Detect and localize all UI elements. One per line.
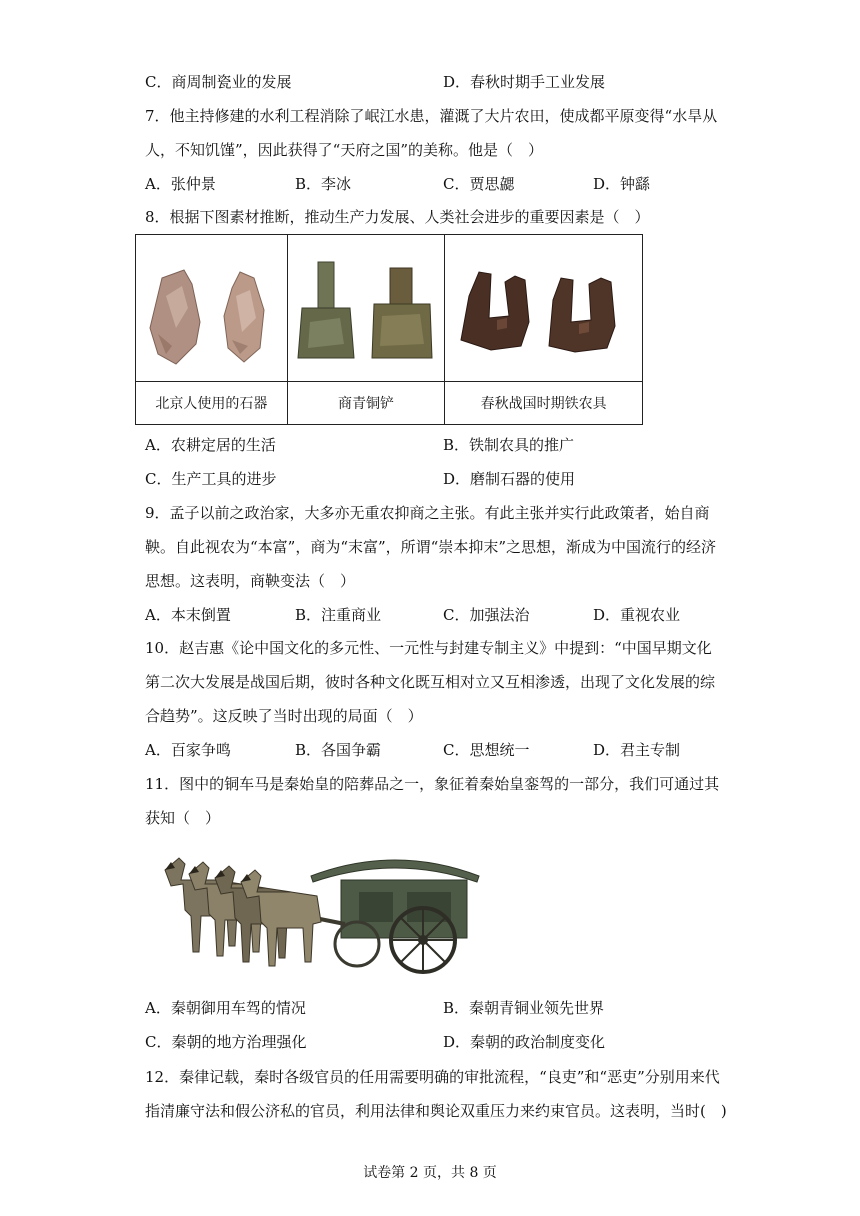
q10-option-a: A．百家争鸣 — [145, 741, 231, 759]
q7-stem-line-1: 7．他主持修建的水利工程消除了岷江水患，灌溉了大片农田，使成都平原变得“水旱从 — [145, 107, 718, 125]
caption-stone-tools: 北京人使用的石器 — [136, 382, 288, 425]
q8-image-table — [135, 234, 643, 425]
q11-stem-line-2: 获知（ ） — [145, 809, 221, 827]
q7-option-b: B．李冰 — [295, 175, 352, 193]
q9-option-a: A．本末倒置 — [145, 606, 231, 624]
q12-stem-line-1: 12．秦律记载，秦时各级官员的任用需要明确的审批流程，“良吏”和“恶吏”分别用来代 — [145, 1068, 720, 1086]
q6-option-c: C．商周制瓷业的发展 — [145, 73, 292, 91]
caption-iron-tools: 春秋战国时期铁农具 — [445, 382, 643, 425]
q6-option-d: D．春秋时期手工业发展 — [443, 73, 606, 91]
q12-stem-line-2: 指清廉守法和假公济私的官员，利用法律和舆论双重压力来约束官员。这表明，当时( ) — [145, 1102, 727, 1120]
q9-option-b: B．注重商业 — [295, 606, 382, 624]
q9-stem-line-2: 鞅。自此视农为“本富”，商为“末富”，所谓“崇本抑末”之思想，渐成为中国流行的经济 — [145, 538, 717, 556]
q8-option-b: B．铁制农具的推广 — [443, 436, 575, 454]
bronze-chariot-image — [145, 840, 485, 980]
q11-option-c: C．秦朝的地方治理强化 — [145, 1033, 307, 1051]
q10-stem-line-2: 第二次大发展是战国后期，彼时各种文化既互相对立又互相渗透，出现了文化发展的综 — [145, 673, 716, 691]
q9-stem-line-1: 9．孟子以前之政治家，大多亦无重农抑商之主张。有此主张并实行此政策者，始自商 — [145, 504, 710, 522]
stone-tools-image — [136, 235, 288, 382]
q7-stem-line-2: 人，不知饥馑”，因此获得了“天府之国”的美称。他是（ ） — [145, 141, 544, 159]
q10-option-c: C．思想统一 — [443, 741, 530, 759]
bronze-spade-image — [287, 235, 445, 382]
q10-option-d: D．君主专制 — [593, 741, 681, 759]
q10-stem-line-1: 10．赵吉惠《论中国文化的多元性、一元性与封建专制主义》中提到：“中国早期文化 — [145, 639, 712, 657]
q9-option-d: D．重视农业 — [593, 606, 681, 624]
q8-option-c: C．生产工具的进步 — [145, 470, 277, 488]
q11-option-b: B．秦朝青铜业领先世界 — [443, 999, 605, 1017]
q9-option-c: C．加强法治 — [443, 606, 530, 624]
page-footer: 试卷第 2 页，共 8 页 — [363, 1165, 497, 1181]
q7-option-c: C．贾思勰 — [443, 175, 515, 193]
q10-option-b: B．各国争霸 — [295, 741, 382, 759]
q9-stem-line-3: 思想。这表明，商鞅变法（ ） — [145, 572, 356, 590]
q11-option-d: D．秦朝的政治制度变化 — [443, 1033, 606, 1051]
iron-farm-tools-image — [445, 235, 643, 382]
q11-stem-line-1: 11．图中的铜车马是秦始皇的陪葬品之一，象征着秦始皇銮驾的一部分，我们可通过其 — [145, 775, 720, 793]
q7-option-a: A．张仲景 — [145, 175, 216, 193]
q8-stem: 8．根据下图素材推断，推动生产力发展、人类社会进步的重要因素是（ ） — [145, 208, 650, 226]
q11-option-a: A．秦朝御用车驾的情况 — [145, 999, 306, 1017]
q8-option-d: D．磨制石器的使用 — [443, 470, 576, 488]
q7-option-d: D．钟繇 — [593, 175, 651, 193]
q8-option-a: A．农耕定居的生活 — [145, 436, 276, 454]
caption-bronze-spade: 商青铜铲 — [287, 382, 445, 425]
q10-stem-line-3: 合趋势”。这反映了当时出现的局面（ ） — [145, 707, 423, 725]
